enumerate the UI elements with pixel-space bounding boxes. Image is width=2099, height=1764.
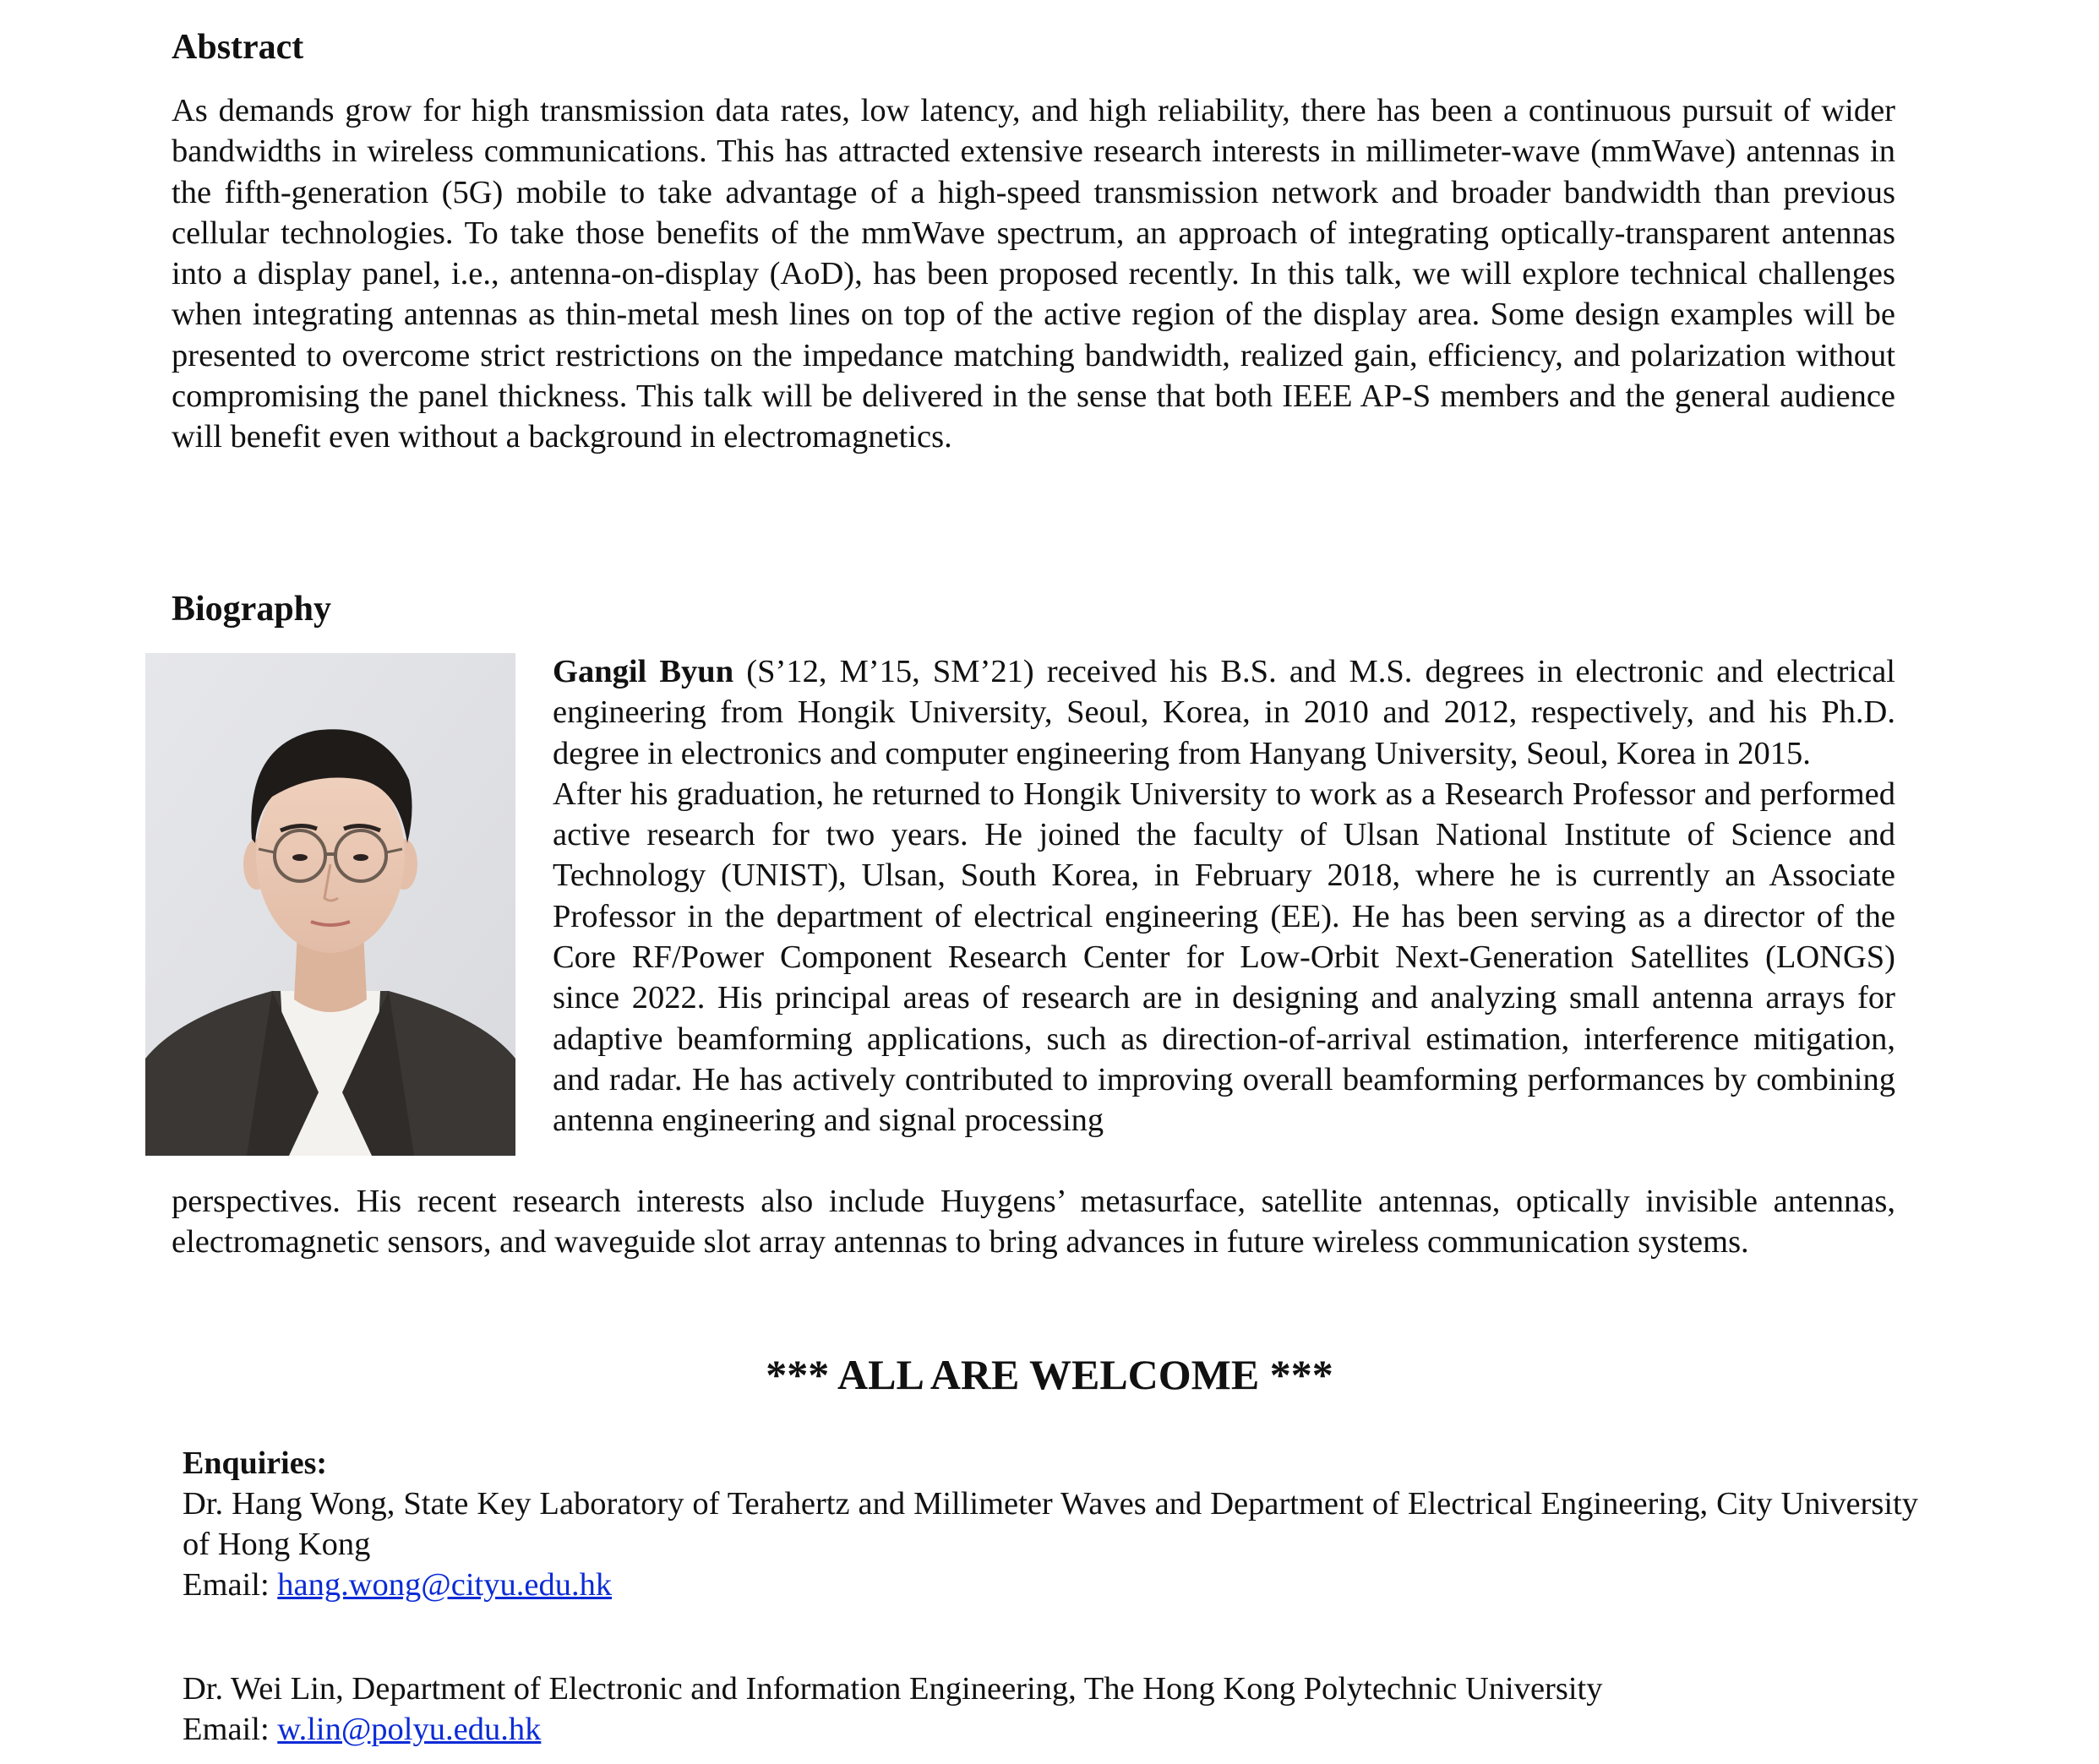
contact2-name: Dr. Wei Lin, Department of Electronic and Information Engineering, The Hong Kong Polytechnic University bbox=[183, 1671, 1603, 1707]
contact2-email-link[interactable]: w.lin@polyu.edu.hk bbox=[277, 1712, 542, 1747]
enquiries-heading: Enquiries: bbox=[183, 1446, 328, 1481]
speaker-name: Gangil Byun bbox=[553, 654, 734, 689]
biography-para1: (S’12, M’15, SM’21) received his B.S. and M.S. degrees in electronic and electrical engineering from Hongik University, Seoul, Korea, in 2010 and 2012, respectively, and his Ph.D. degree in electronics and computer engineering from Hanyang University, Seoul, Korea in 2015. bbox=[553, 654, 1895, 771]
contact1-email-line bbox=[183, 1565, 612, 1605]
speaker-photo bbox=[145, 653, 515, 1156]
contact1-name: Dr. Hang Wong, State Key Laboratory of Terahertz and Millimeter Waves and Department of Electrical Engineering, City University of Hong Kong bbox=[183, 1486, 1918, 1562]
biography-heading: Biography bbox=[172, 590, 332, 629]
contact2-email-label: Email: bbox=[183, 1712, 278, 1747]
contact1-email-link[interactable]: hang.wong@cityu.edu.hk bbox=[277, 1567, 613, 1603]
biography-text-top bbox=[553, 651, 1895, 1141]
abstract-text: As demands grow for high transmission data rates, low latency, and high reliability, there has been a continuous pursuit of wider bandwidths in wireless communications. This has attracted extensive research interests in millimeter-wave (mmWave) antennas in the fifth-generation (5G) mobile to take advantage of a high-speed transmission network and broader bandwidth than previous cellular technologies. To take those benefits of the mmWave spectrum, an approach of integrating optically-transparent antennas into a display panel, i.e., antenna-on-display (AoD), has been proposed recently. In this talk, we will explore technical challenges when integrating antennas as thin-metal mesh lines on top of the active region of the display area. Some design examples will be presented to overcome strict restrictions on the impedance matching bandwidth, realized gain, efficiency, and polarization without compromising the panel thickness. This talk will be delivered in the sense that both IEEE AP-S members and the general audience will benefit even without a background in electromagnetics. bbox=[172, 93, 1895, 455]
welcome-banner: *** ALL ARE WELCOME *** bbox=[766, 1351, 1333, 1398]
contact1-email-label: Email: bbox=[183, 1567, 278, 1603]
abstract-heading: Abstract bbox=[172, 28, 304, 67]
contact2-email-line bbox=[183, 1709, 541, 1750]
biography-text-bottom: perspectives. His recent research interests also include Huygens’ metasurface, satellite antennas, optically invisible antennas, electromagnetic sensors, and waveguide slot array antennas to bring advances in future wireless communication systems. bbox=[172, 1184, 1895, 1260]
biography-para2-side: After his graduation, he returned to Hongik University to work as a Research Professor and performed active research for two years. He joined the faculty of Ulsan National Institute of Science and Technology (UNIST), Ulsan, South Korea, in February 2018, where he is currently an Associate Professor in the department of electrical engineering (EE). He has been serving as a director of the Core RF/Power Component Research Center for Low-Orbit Next-Generation Satellites (LONGS) since 2022. His principal areas of research are in designing and analyzing small antenna arrays for adaptive beamforming applications, such as direction-of-arrival estimation, interference mitigation, and radar. He has actively contributed to improving overall beamforming performances by combining antenna engineering and signal processing bbox=[553, 776, 1895, 1139]
